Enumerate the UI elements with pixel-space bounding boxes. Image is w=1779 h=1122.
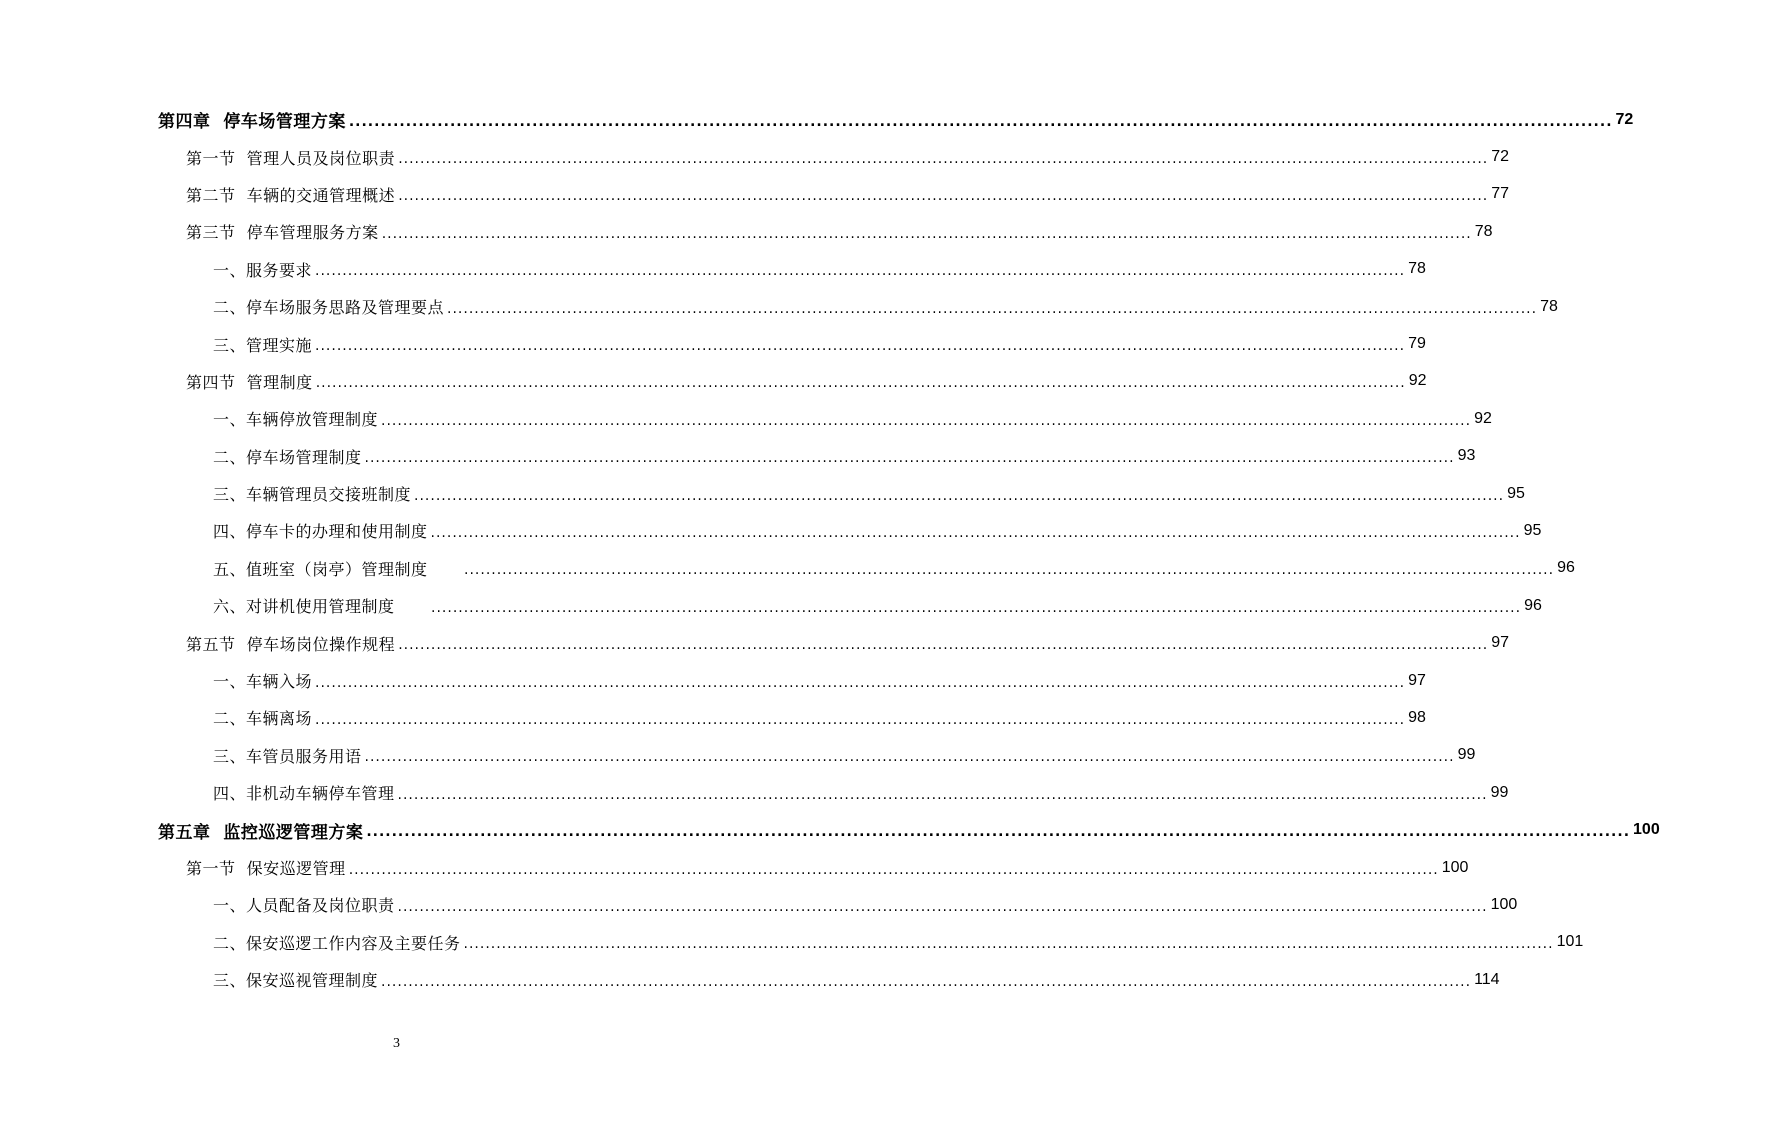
toc-dot-leader: ........................................................................................................................................................................................................ [364,749,1455,766]
toc-entry-label: 一、车辆入场 [213,672,313,692]
toc-section-entry[interactable] [0,363,1427,400]
toc-entry-page-number: 99 [1457,746,1476,764]
toc-dot-leader: ........................................................................................................................................................................................................ [398,637,1489,654]
toc-entry-label: 三、车辆管理员交接班制度 [213,485,412,505]
toc-entry-page-number: 95 [1507,484,1525,502]
page-number: 3 [393,1036,400,1051]
toc-dot-leader: ........................................................................................................................................................................................................ [315,674,1406,691]
toc-entry-page-number: 98 [1408,708,1426,726]
toc-subsection-entry[interactable] [0,288,1558,325]
toc-section-entry[interactable] [0,624,1510,661]
toc-entry-label: 第五节 停车场岗位操作规程 [186,634,396,654]
toc-subsection-entry[interactable] [0,512,1542,549]
toc-entry-page-number: 92 [1474,409,1492,427]
toc-section-entry[interactable] [0,138,1510,175]
toc-subsection-entry[interactable] [0,587,1542,624]
toc-entry-label: 四、非机动车辆停车管理 [213,784,395,804]
toc-entry-page-number: 72 [1615,110,1634,128]
toc-dot-leader: ........................................................................................................................................................................................................ [315,263,1406,280]
toc-dot-leader: ........................................................................................................................................................................................................ [398,188,1489,205]
toc-entry-page-number: 77 [1491,185,1510,203]
toc-section-entry[interactable] [0,176,1510,213]
toc-entry-page-number: 96 [1557,559,1575,577]
toc-dot-leader: ........................................................................................................................................................................................................ [431,599,1522,616]
toc-dot-leader: ........................................................................................................................................................................................................ [397,898,1488,915]
toc-entry-label: 第二节 车辆的交通管理概述 [186,185,396,205]
toc-dot-leader: ........................................................................................................................................................................................................ [381,973,1472,990]
toc-dot-leader: ........................................................................................................................................................................................................ [397,786,1488,803]
toc-subsection-entry[interactable] [0,438,1476,475]
toc-dot-leader: ........................................................................................................................................................................................................ [381,412,1472,429]
toc-entry-label: 一、服务要求 [213,260,313,280]
toc-entry-page-number: 101 [1556,933,1584,951]
toc-entry-page-number: 100 [1490,895,1518,913]
toc-entry-label: 六、对讲机使用管理制度 [213,597,429,617]
toc-entry-page-number: 96 [1524,596,1542,614]
toc-subsection-entry[interactable] [0,475,1525,512]
toc-subsection-entry[interactable] [0,737,1476,774]
toc-chapter-entry[interactable] [0,811,1660,848]
toc-subsection-entry[interactable] [0,886,1518,923]
toc-entry-label: 三、车管员服务用语 [213,746,362,766]
toc-dot-leader: ........................................................................................................................................................................................................ [464,562,1555,579]
toc-entry-page-number: 100 [1633,821,1660,839]
toc-entry-page-number: 99 [1490,783,1509,801]
toc-entry-label: 五、值班室（岗亭）管理制度 [213,559,462,579]
toc-entry-label: 三、管理实施 [213,335,313,355]
toc-entry-label: 二、停车场服务思路及管理要点 [213,298,445,318]
toc-dot-leader: ........................................................................................................................................................................................................ [348,113,1613,130]
toc-entry-label: 第四节 管理制度 [186,372,313,392]
toc-subsection-entry[interactable] [0,662,1426,699]
toc-entry-label: 一、车辆停放管理制度 [213,410,379,430]
toc-entry-page-number: 79 [1408,335,1426,353]
toc-entry-page-number: 78 [1474,222,1493,240]
toc-dot-leader: ........................................................................................................................................................................................................ [315,375,1406,392]
toc-entry-page-number: 72 [1491,148,1510,166]
toc-entry-label: 二、保安巡逻工作内容及主要任务 [213,933,461,953]
toc-entry-label: 二、车辆离场 [213,709,313,729]
toc-entry-label: 第四章 停车场管理方案 [158,112,346,133]
toc-dot-leader: ........................................................................................................................................................................................................ [447,300,1538,317]
toc-subsection-entry[interactable] [0,325,1426,362]
toc-entry-label: 二、停车场管理制度 [213,447,362,467]
toc-subsection-entry[interactable] [0,961,1500,998]
toc-subsection-entry[interactable] [0,924,1584,961]
table-of-contents [0,101,1660,998]
toc-chapter-entry[interactable] [0,101,1634,138]
toc-entry-label: 第三节 停车管理服务方案 [186,223,379,243]
toc-dot-leader: ........................................................................................................................................................................................................ [414,487,1505,504]
toc-entry-label: 第五章 监控巡逻管理方案 [158,822,364,843]
toc-subsection-entry[interactable] [0,400,1492,437]
toc-entry-page-number: 78 [1540,297,1558,315]
toc-entry-page-number: 92 [1408,372,1427,390]
toc-entry-page-number: 97 [1491,634,1510,652]
toc-entry-page-number: 93 [1457,447,1476,465]
toc-entry-page-number: 78 [1408,260,1426,278]
toc-section-entry[interactable] [0,849,1469,886]
toc-entry-label: 第一节 管理人员及岗位职责 [186,148,396,168]
toc-dot-leader: ........................................................................................................................................................................................................ [398,151,1489,168]
toc-entry-page-number: 100 [1441,858,1469,876]
toc-subsection-entry[interactable] [0,774,1509,811]
toc-subsection-entry[interactable] [0,550,1575,587]
toc-entry-label: 一、人员配备及岗位职责 [213,896,395,916]
toc-dot-leader: ........................................................................................................................................................................................................ [366,824,1631,841]
toc-dot-leader: ........................................................................................................................................................................................................ [463,936,1554,953]
toc-dot-leader: ........................................................................................................................................................................................................ [430,524,1521,541]
toc-subsection-entry[interactable] [0,251,1426,288]
toc-subsection-entry[interactable] [0,699,1426,736]
toc-entry-page-number: 97 [1408,671,1426,689]
toc-entry-label: 三、保安巡视管理制度 [213,971,379,991]
toc-entry-label: 四、停车卡的办理和使用制度 [213,522,428,542]
toc-section-entry[interactable] [0,213,1493,250]
toc-entry-label: 第一节 保安巡逻管理 [186,859,346,878]
toc-entry-page-number: 95 [1523,521,1542,539]
toc-dot-leader: ........................................................................................................................................................................................................ [348,861,1439,878]
toc-dot-leader: ........................................................................................................................................................................................................ [315,711,1406,728]
toc-dot-leader: ........................................................................................................................................................................................................ [381,225,1472,242]
toc-dot-leader: ........................................................................................................................................................................................................ [364,450,1455,467]
toc-dot-leader: ........................................................................................................................................................................................................ [315,338,1406,355]
toc-entry-page-number: 114 [1474,970,1500,988]
